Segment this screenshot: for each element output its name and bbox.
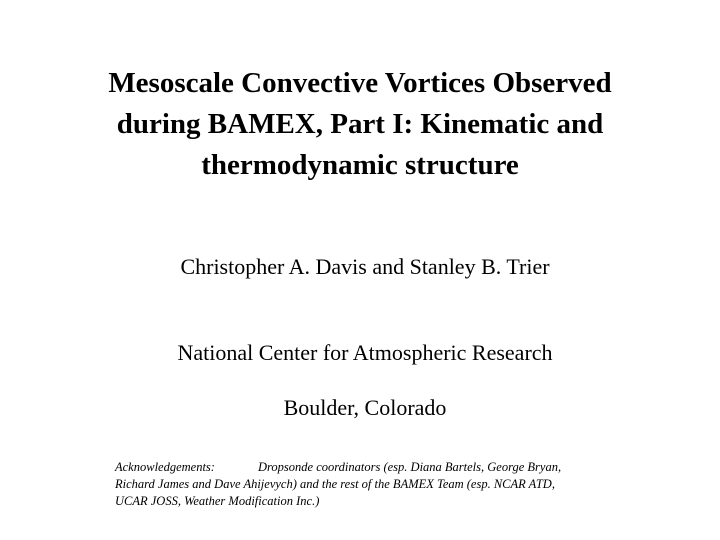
ack-line-2: Richard James and Dave Ahijevych) and the rest of the BAMEX Team (esp. NCAR ATD, [115,477,555,491]
acknowledgements [115,459,675,510]
title-line-3: thermodynamic structure [201,149,519,181]
slide-title [40,63,680,186]
ack-line-1 [115,459,675,476]
ack-text-1: Dropsonde coordinators (esp. Diana Bartels, George Bryan, [258,460,562,474]
ack-label: Acknowledgements: [115,460,215,474]
title-line-2: during BAMEX, Part I: Kinematic and [116,108,604,140]
ack-line-3: UCAR JOSS, Weather Modification Inc.) [115,494,320,508]
title-line-1: Mesoscale Convective Vortices Observed [108,67,612,99]
location: Boulder, Colorado [283,395,447,420]
authors: Christopher A. Davis and Stanley B. Trier [180,254,550,279]
institution: National Center for Atmospheric Research [177,340,553,365]
